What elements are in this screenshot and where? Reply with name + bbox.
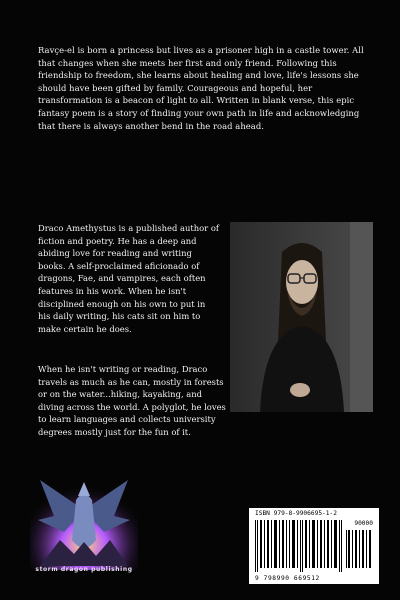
bio-text-2: When he isn't writing or reading, Draco travels as much as he can, mostly in forests or on the water...hiking, kayaking, and diving across the world. A polyglot, he loves to learn languages and collects university degrees mostly just for the fun of it.: [38, 364, 226, 437]
publisher-name: storm dragon publishing: [35, 566, 133, 573]
author-bio-2: [38, 363, 228, 439]
bio-text-1: Draco Amethystus is a published author of fiction and poetry. He has a deep and abiding love for reading and writing books. A self-proclaimed aficionado of dragons, Fae, and vampires, each often features in his work. When he isn't disciplined enough on his own to put in his daily writing, his cats sit on him to make certain he does.: [38, 223, 219, 334]
barcode-bars: [249, 508, 379, 584]
author-portrait-image: [230, 222, 373, 412]
author-portrait: [230, 222, 373, 412]
isbn-barcode: [249, 508, 379, 584]
book-blurb: [38, 44, 368, 132]
author-bio-1: [38, 222, 220, 335]
isbn-number: ISBN 979-8-9906695-1-2: [255, 510, 337, 517]
price-code: 90000: [354, 520, 373, 527]
dragon-logo-icon: [30, 470, 138, 580]
blurb-text: Ravçe-el is born a princess but lives as a prisoner high in a castle tower. All that changes when she meets her first and only friend. Following this friendship to freedom, she learns about healing and love, life's lessons she should have been gifted by family. Courageous and hopeful, her transformation is a beacon of light to all. Written in blank verse, this epic fantasy poem is a story of finding your own path in life and acknowledging that there is always another bend in the road ahead.: [38, 45, 364, 131]
barcode-digits: 9 798990 669512: [255, 575, 320, 582]
